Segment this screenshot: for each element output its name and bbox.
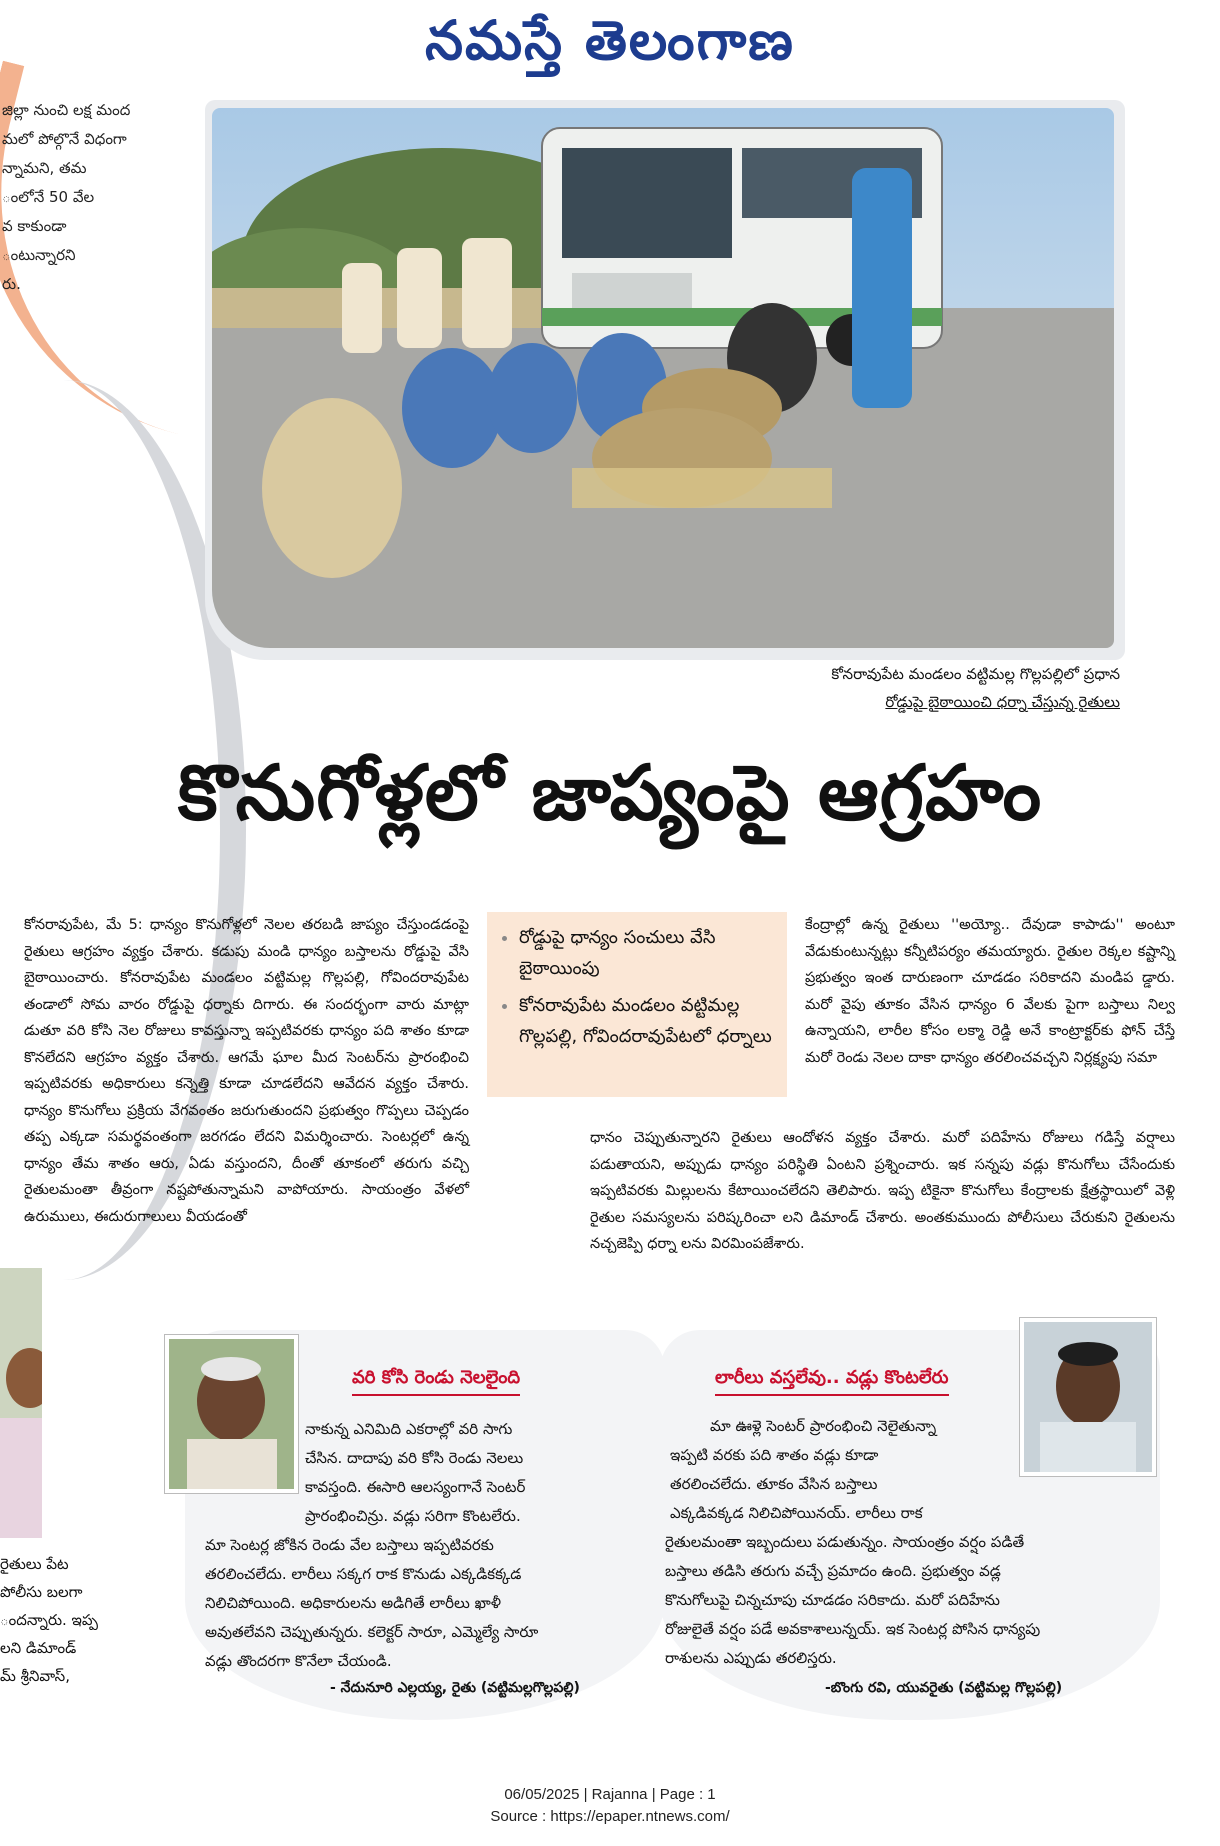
masthead: నమస్తే తెలంగాణ <box>425 8 795 72</box>
article-column-wide <box>590 1125 1175 1258</box>
spill-line: జిల్లా నుంచి లక్ష మంద <box>2 101 131 119</box>
spill-line: ంటున్నారని <box>2 246 76 264</box>
left-photo-strip <box>0 1268 42 1538</box>
article-text: ధానం చెప్పుతున్నారని రైతులు ఆందోళన వ్యక్తం చేశారు. మరో పదిహేను రోజులు గడిస్తే వర్షాలు పడుతాయని, అప్పుడు ధాన్యం పరిస్థితి ఏంటని ప్రశ్నించారు. ఇక సన్నపు వడ్లు కొనుగోలు చేసేందుకు ఇప్పటివరకు మిల్లులను కేటాయించలేదని తెలిపారు. ఇప్ప టికైనా కొనుగోలు కేంద్రాలకు క్షేత్రస్థాయిలో వెళ్లి రైతుల సమస్యలను పరిష్కరించా లని డిమాండ్ చేశారు. అంతకుముందు పోలీసులు చేరుకుని రైతులను నచ్చజెప్పి ధర్నా లను విరమింపజేశారు. <box>590 1130 1175 1252</box>
quote-line: రోజులైతే వర్షం పడే అవకాశాలున్నయ్. ఇక సెంటర్ల పోసిన ధాన్యపు <box>665 1620 1041 1638</box>
left-spill-bottom <box>0 1550 150 1690</box>
photo-caption <box>740 660 1120 716</box>
quote-title-right: లారీలు వస్తలేవు.. వడ్లు కొంటలేరు <box>715 1367 949 1396</box>
spill-line: మ్ శ్రీనివాస్, <box>0 1667 70 1685</box>
left-spill-top <box>2 96 172 299</box>
footer-date-line: 06/05/2025 | Rajanna | Page : 1 <box>504 1786 716 1803</box>
highlight-box <box>487 912 787 1097</box>
spill-line: మలో పోల్గొనే విధంగా <box>2 130 127 148</box>
page-footer <box>0 1784 1220 1828</box>
spill-line: ందన్నారు. ఇప్ప <box>0 1611 98 1629</box>
quote-signature-right: -బొంగు రవి, యువరైతు (వట్టిమల్ల గొల్లపల్లి) <box>825 1680 1063 1696</box>
spill-line: పోలీసు బలగా <box>0 1583 83 1601</box>
quote-line: ఇప్పటి వరకు పది శాతం వడ్లు కూడా <box>670 1446 879 1464</box>
quote-line: తరలించలేదు. లారీలు సక్కగ రాక కొనుడు ఎక్కడికక్కడ <box>205 1565 522 1583</box>
quote-line: మా సెంటర్ల జోకిన రెండు వేల బస్తాలు ఇప్పటివరకు <box>205 1536 494 1554</box>
quote-line: మా ఊళ్లె సెంటర్ ప్రారంభించి నెలైతున్నా <box>710 1417 937 1435</box>
quote-line: తరలించలేదు. తూకం వేసిన బస్తాలు <box>670 1475 878 1493</box>
quote-line: కొనుగోలుపై చిన్నచూపు చూడడం సరికాదు. మరో పదిహేను <box>665 1591 1000 1609</box>
quote-title-left: వరి కోసి రెండు నెలలైంది <box>352 1367 520 1396</box>
footer-source-line[interactable]: Source : https://epaper.ntnews.com/ <box>490 1808 730 1825</box>
quote-line: నిలిచిపోయింది. అధికారులను అడిగితే లారీలు ఖాళీ <box>205 1594 502 1612</box>
quote-line: రైతులమంతా ఇబ్బందులు పడుతున్నం. సాయంత్రం వర్షం పడితే <box>665 1533 1025 1551</box>
spill-line: వ కాకుండా <box>2 217 67 235</box>
caption-line: రోడ్డుపై బైఠాయించి ధర్నా చేస్తున్న రైతులు <box>885 693 1120 711</box>
article-text: కేంద్రాల్లో ఉన్న రైతులు ''అయ్యో.. దేవుడా కాపాడు'' అంటూ వేడుకుంటున్నట్లు కన్నీటిపర్యం తమయ్యారు. రైతుల రెక్కల కష్టాన్ని ప్రభుత్వం ఇంత దారుణంగా చూడడం సరికాదని మండిప డ్డారు. మరో వైపు తూకం వేసిన ధాన్యం 6 వేలకు పైగా బస్తాలు నిల్వ ఉన్నాయని, లారీల కోసం లక్మా రెడ్డి అనే కాంట్రాక్టర్‌కు ఫోన్ చేస్తే మరో రెండు నెలల దాకా ధాన్యం తరలించవచ్చని నిర్లక్ష్యపు సమా <box>805 917 1175 1066</box>
highlight-item: • రోడ్డుపై ధాన్యం సంచులు వేసి బైఠాయింపు <box>519 922 787 984</box>
quote-line: అవుతలేవని చెప్పుతున్నరు. కలెక్టర్ సారూ, ఎమ్మెల్యే సారూ <box>205 1623 539 1641</box>
quote-line: వడ్లు తొందరగా కొనేలా చేయండి. <box>205 1652 392 1670</box>
quote-body-right <box>665 1412 1120 1673</box>
article-column-1 <box>24 912 469 1230</box>
protest-photo <box>212 108 1114 648</box>
headline: కొనుగోళ్లలో జాప్యంపై ఆగ్రహం <box>177 748 1043 837</box>
article-column-3 <box>805 912 1175 1071</box>
quote-body-left <box>205 1415 645 1676</box>
spill-line: ంలోనే 50 వేల <box>2 188 95 206</box>
spill-line: న్నామని, తమ <box>2 159 87 177</box>
spill-line: రైతులు పేట <box>0 1555 69 1573</box>
spill-line: లని డిమాండ్ <box>0 1639 77 1657</box>
highlight-item: • కోనరావుపేట మండలం వట్టిమల్ల గొల్లపల్లి, గోవిందరావుపేటలో ధర్నాలు <box>519 990 787 1052</box>
quote-line: బస్తాలు తడిసి తరుగు వచ్చే ప్రమాదం ఉంది. ప్రభుత్వం వడ్ల <box>665 1562 1001 1580</box>
quote-line: చేసిన. దాదాపు వరి కోసి రెండు నెలలు <box>305 1449 524 1467</box>
article-text: కోనరావుపేట, మే 5: ధాన్యం కొనుగోళ్లలో నెలల తరబడి జాప్యం చేస్తుండడంపై రైతులు ఆగ్రహం వ్యక్తం చేశారు. కడుపు మండి ధాన్యం బస్తాలను రోడ్డుపై వేసి బైఠాయించారు. కోనరావుపేట మండలం వట్టిమల్ల గొల్లపల్లి, గోవిందరావుపేట తండాలో సోమ వారం రోడ్డుపై ధర్నాకు దిగారు. ఈ సందర్భంగా వారు మాట్లా డుతూ వరి కోసి నెల రోజులు కావస్తున్నా ఇప్పటివరకు ధాన్యం పది శాతం కూడా కొనలేదని ఆగ్రహం వ్యక్తం చేశారు. ఆగమే ఘాల మీద సెంటర్‌ను ప్రారంభించి ఇప్పటివరకు అధికారులు కన్నెత్తి కూడా చూడలేదని ఆవేదన వ్యక్తం చేశారు. ధాన్యం కొనుగోలు ప్రక్రియ వేగవంతం జరుగుతుందని ప్రభుత్వం గొప్పలు చెప్పడం తప్ప ఎక్కడా సమర్థవంతంగా జరగడం లేదని విమర్శించారు. సెంటర్లలో ఉన్న ధాన్యం తేమ శాతం ఆరు, ఏడు వస్తుందని, దీంతో తూకంలో తరుగు వచ్చి రైతులమంతా తీవ్రంగా నష్టపోతున్నామని వాపోయారు. సాయంత్రం వేళలో ఉరుములు, ఈదురుగాలులు వీయడంతో <box>24 917 469 1225</box>
quote-line: కావస్తంది. ఈసారి ఆలస్యంగానే సెంటర్ <box>305 1478 526 1496</box>
quote-signature-left: - నేదునూరి ఎల్లయ్య, రైతు (వట్టిమల్లగొల్లపల్లి) <box>330 1680 580 1696</box>
spill-line: రు. <box>2 275 21 293</box>
quote-line: రాశులను ఎప్పుడు తరలిస్తరు. <box>665 1649 837 1667</box>
quote-line: ఎక్కడివక్కడ నిలిచిపోయినయ్. లారీలు రాక <box>670 1504 923 1522</box>
caption-line: కోనరావుపేట మండలం వట్టిమల్ల గొల్లపల్లిలో ప్రధాన <box>831 665 1120 683</box>
quote-line: ప్రారంభించిన్రు. వడ్లు సరిగా కొంటలేరు. <box>305 1507 521 1525</box>
quote-line: నాకున్న ఎనిమిది ఎకరాల్లో వరి సాగు <box>305 1420 513 1438</box>
